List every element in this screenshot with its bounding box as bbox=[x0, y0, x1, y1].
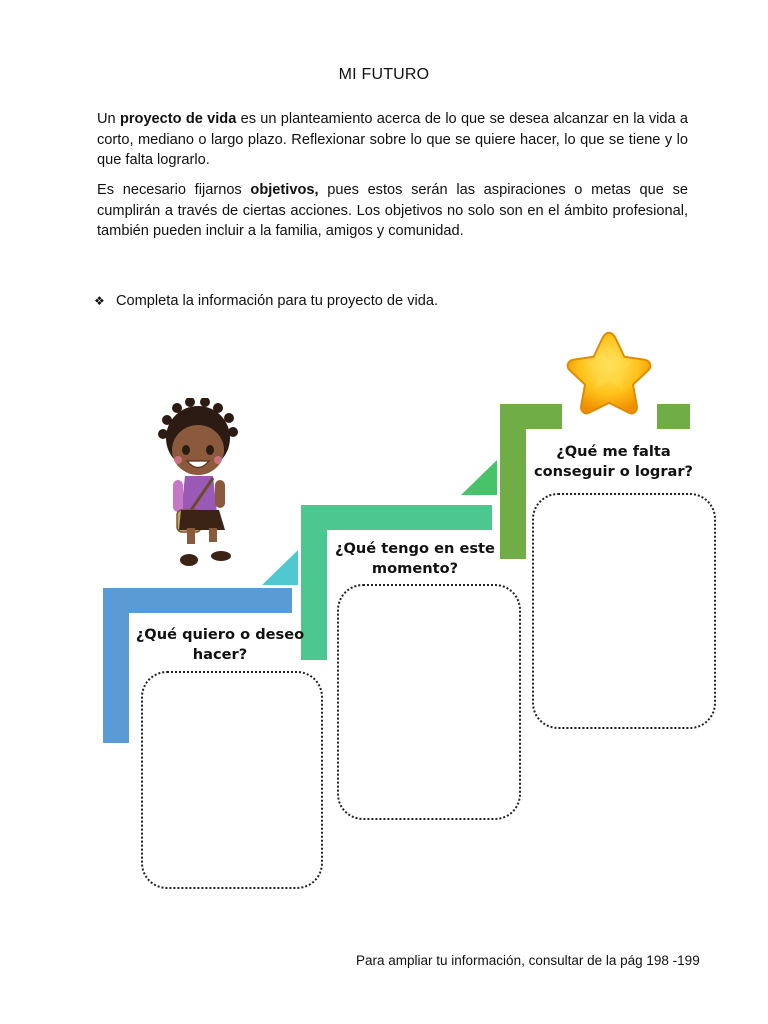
question-line: ¿Qué tengo en este bbox=[335, 540, 495, 557]
paragraph-text: pues estos serán las aspiraciones o metas que se cumplirán a través de ciertas acciones. Los objetivos no solo son en el ámbito profesional, también pueden incluir a la familia, amigos y comunidad. bbox=[97, 182, 688, 239]
diamond-bullet-icon: ❖ bbox=[94, 294, 105, 308]
question-1 bbox=[130, 625, 310, 665]
intro-paragraph bbox=[97, 109, 688, 171]
star-icon bbox=[561, 327, 657, 423]
question-line: conseguir o lograr? bbox=[533, 463, 694, 480]
paragraph-text: Es necesario fijarnos bbox=[97, 182, 251, 198]
paragraph-text: es un planteamiento acerca de lo que se desea alcanzar en la vida a corto, mediano o largo plazo. Reflexionar sobre lo que se quiere hacer, lo que se tiene y lo que falta lograrlo. bbox=[97, 111, 688, 168]
question-2 bbox=[330, 539, 500, 579]
question-line: ¿Qué quiero o deseo bbox=[135, 626, 305, 643]
answer-box-3[interactable] bbox=[532, 493, 716, 729]
paragraph-text: Un bbox=[97, 111, 120, 127]
triangle-decoration bbox=[262, 550, 300, 586]
question-line: momento? bbox=[371, 560, 459, 577]
term-objetivos: objetivos, bbox=[250, 182, 319, 198]
question-line: ¿Qué me falta bbox=[556, 443, 671, 460]
instruction-line bbox=[94, 293, 438, 309]
triangle-decoration bbox=[461, 460, 499, 496]
question-line: hacer? bbox=[192, 646, 248, 663]
girl-illustration bbox=[155, 398, 247, 574]
question-3 bbox=[526, 442, 701, 482]
footer-reference: Para ampliar tu información, consultar de la pág 198 -199 bbox=[356, 953, 700, 968]
instruction-text: Completa la información para tu proyecto de vida. bbox=[116, 293, 439, 309]
answer-box-1[interactable] bbox=[141, 671, 323, 889]
term-proyecto-de-vida: proyecto de vida bbox=[119, 111, 237, 127]
answer-box-2[interactable] bbox=[337, 584, 521, 820]
page-title: MI FUTURO bbox=[338, 66, 430, 83]
objectives-paragraph bbox=[97, 180, 688, 242]
